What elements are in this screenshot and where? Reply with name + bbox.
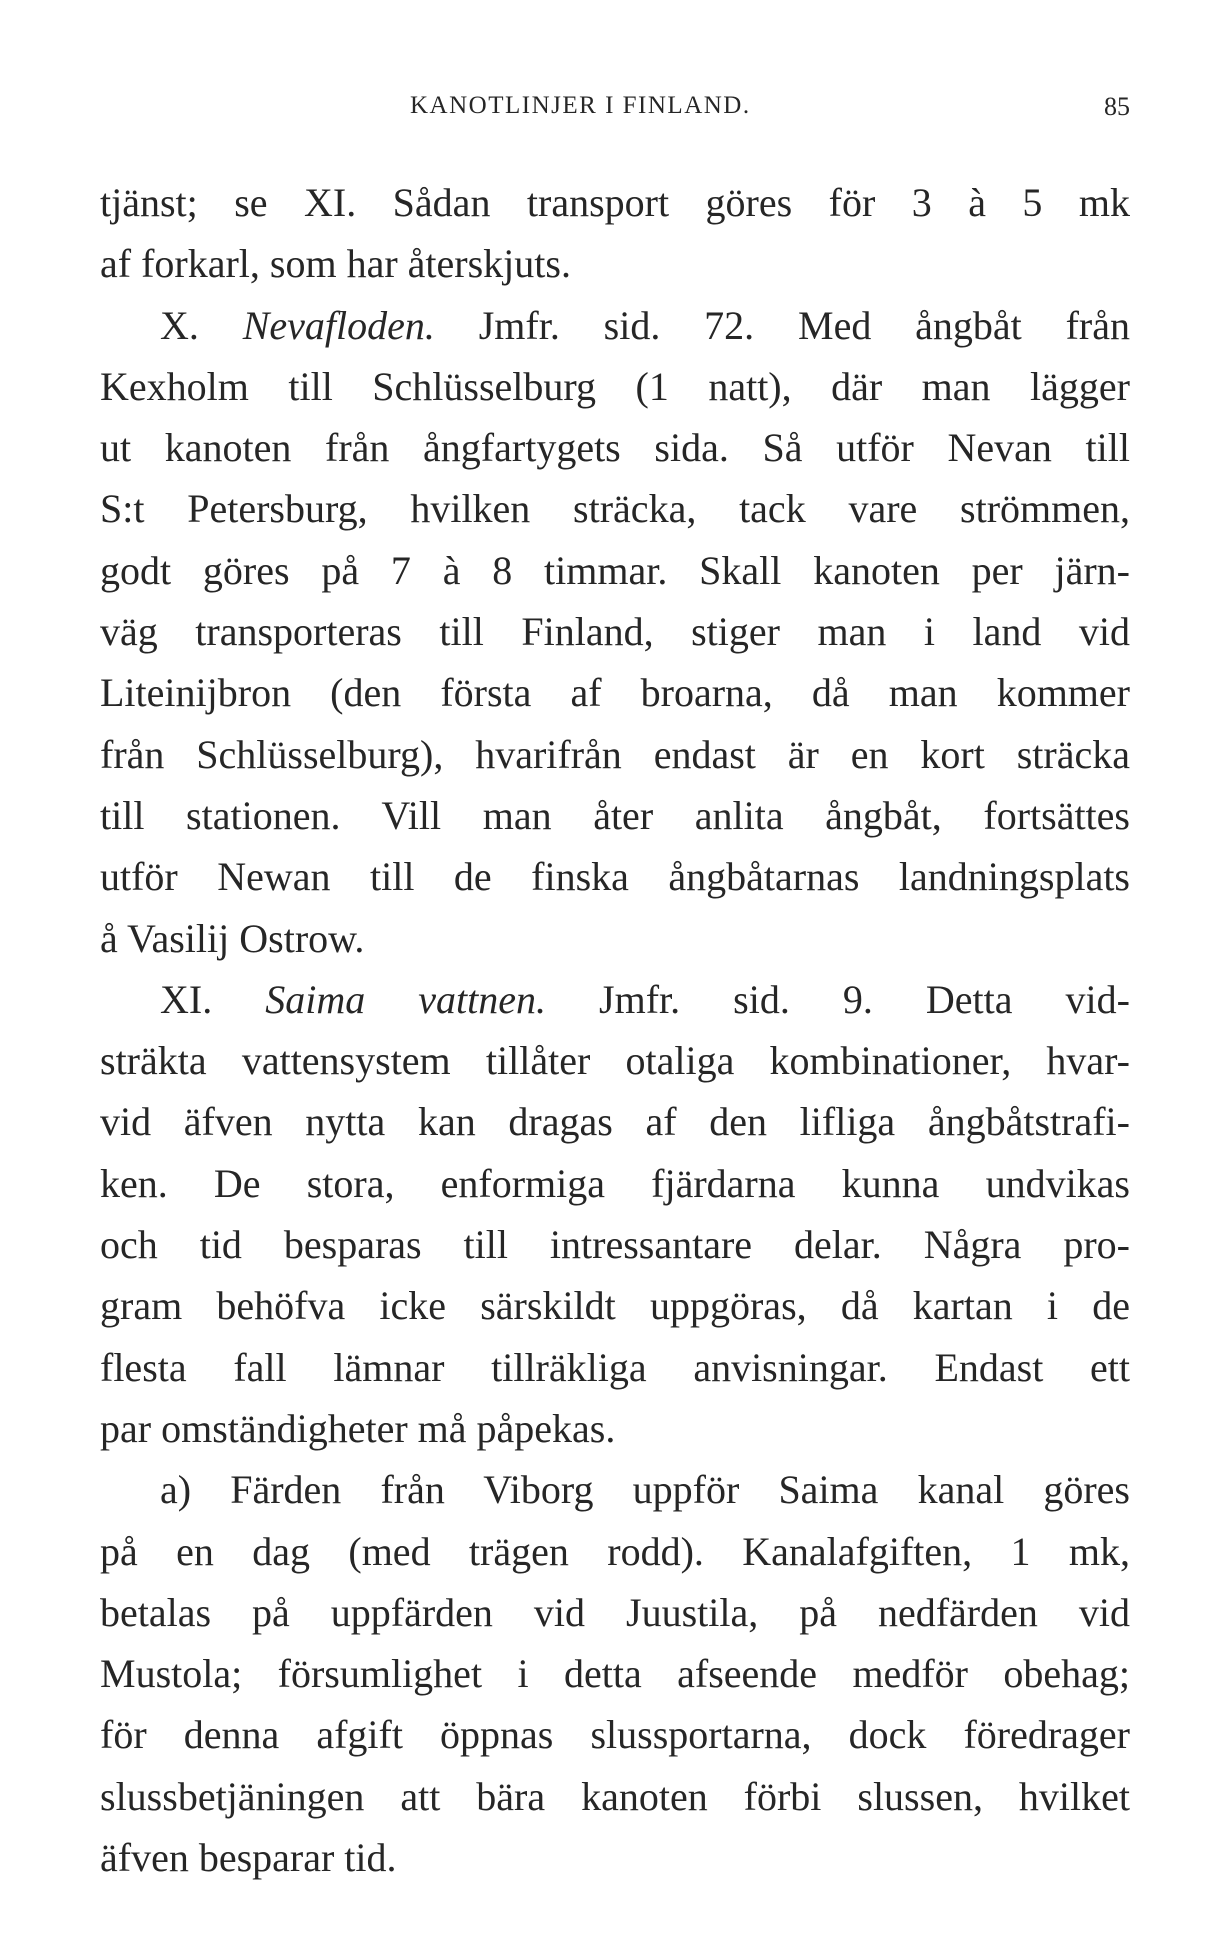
text-line: å Vasilij Ostrow.: [100, 915, 365, 961]
line-text: Jmfr. sid. 72. Med ångbåt från: [434, 302, 1130, 348]
section-number: XI.: [160, 976, 266, 1022]
page-number: 85: [1104, 92, 1130, 121]
text-line: utför Newan till de finska ångbåtarnas landningsplats: [100, 854, 1130, 900]
page-header: [100, 92, 1130, 132]
body-text: [100, 172, 1130, 1888]
text-line: Kexholm till Schlüsselburg (1 natt), där man lägger: [100, 363, 1130, 409]
text-line: af forkarl, som har återskjuts.: [100, 241, 571, 287]
text-line: flesta fall lämnar tillräkliga anvisningar. Endast ett: [100, 1344, 1130, 1390]
text-line: Mustola; försumlighet i detta afseende medför obehag;: [100, 1651, 1130, 1697]
running-head: KANOTLINJER I FINLAND.: [410, 92, 751, 119]
section-heading: Nevafloden.: [242, 302, 435, 348]
text-line: Liteinijbron (den första af broarna, då man kommer: [100, 670, 1130, 716]
text-line: till stationen. Vill man åter anlita ångbåt, fortsättes: [100, 792, 1130, 838]
line-text: Jmfr. sid. 9. Detta vid-: [546, 976, 1130, 1022]
text-line: på en dag (med trägen rodd). Kanalafgiften, 1 mk,: [100, 1528, 1130, 1574]
text-line: S:t Petersburg, hvilken sträcka, tack vare strömmen,: [100, 486, 1130, 532]
text-line: och tid besparas till intressantare delar. Några pro-: [100, 1222, 1130, 1268]
text-line: äfven besparar tid.: [100, 1835, 397, 1881]
section-number: X.: [160, 302, 243, 348]
text-line: ut kanoten från ångfartygets sida. Så utför Nevan till: [100, 425, 1130, 471]
text-line: tjänst; se XI. Sådan transport göres för 3 à 5 mk: [100, 180, 1130, 225]
text-line: vid äfven nytta kan dragas af den lifliga ångbåtstrafi-: [100, 1099, 1130, 1145]
text-line: ken. De stora, enformiga fjärdarna kunna undvikas: [100, 1160, 1130, 1206]
text-line: [100, 969, 1130, 1030]
text-line: för denna afgift öppnas slussportarna, dock föredrager: [100, 1712, 1130, 1758]
text-line: från Schlüsselburg), hvarifrån endast är en kort sträcka: [100, 731, 1130, 777]
text-line: sträkta vattensystem tillåter otaliga kombinationer, hvar-: [100, 1038, 1130, 1084]
text-line: väg transporteras till Finland, stiger man i land vid: [100, 609, 1130, 655]
text-line: godt göres på 7 à 8 timmar. Skall kanoten per järn-: [100, 547, 1130, 593]
text-line: par omständigheter må påpekas.: [100, 1405, 616, 1451]
text-line: gram behöfva icke särskildt uppgöras, då kartan i de: [100, 1283, 1130, 1329]
section-heading: Saima vattnen.: [265, 976, 546, 1022]
text-line: a) Färden från Viborg uppför Saima kanal göres: [160, 1467, 1130, 1513]
text-line: slussbetjäningen att bära kanoten förbi slussen, hvilket: [100, 1773, 1130, 1819]
text-line: betalas på uppfärden vid Juustila, på nedfärden vid: [100, 1589, 1130, 1635]
text-line: [100, 295, 1130, 356]
